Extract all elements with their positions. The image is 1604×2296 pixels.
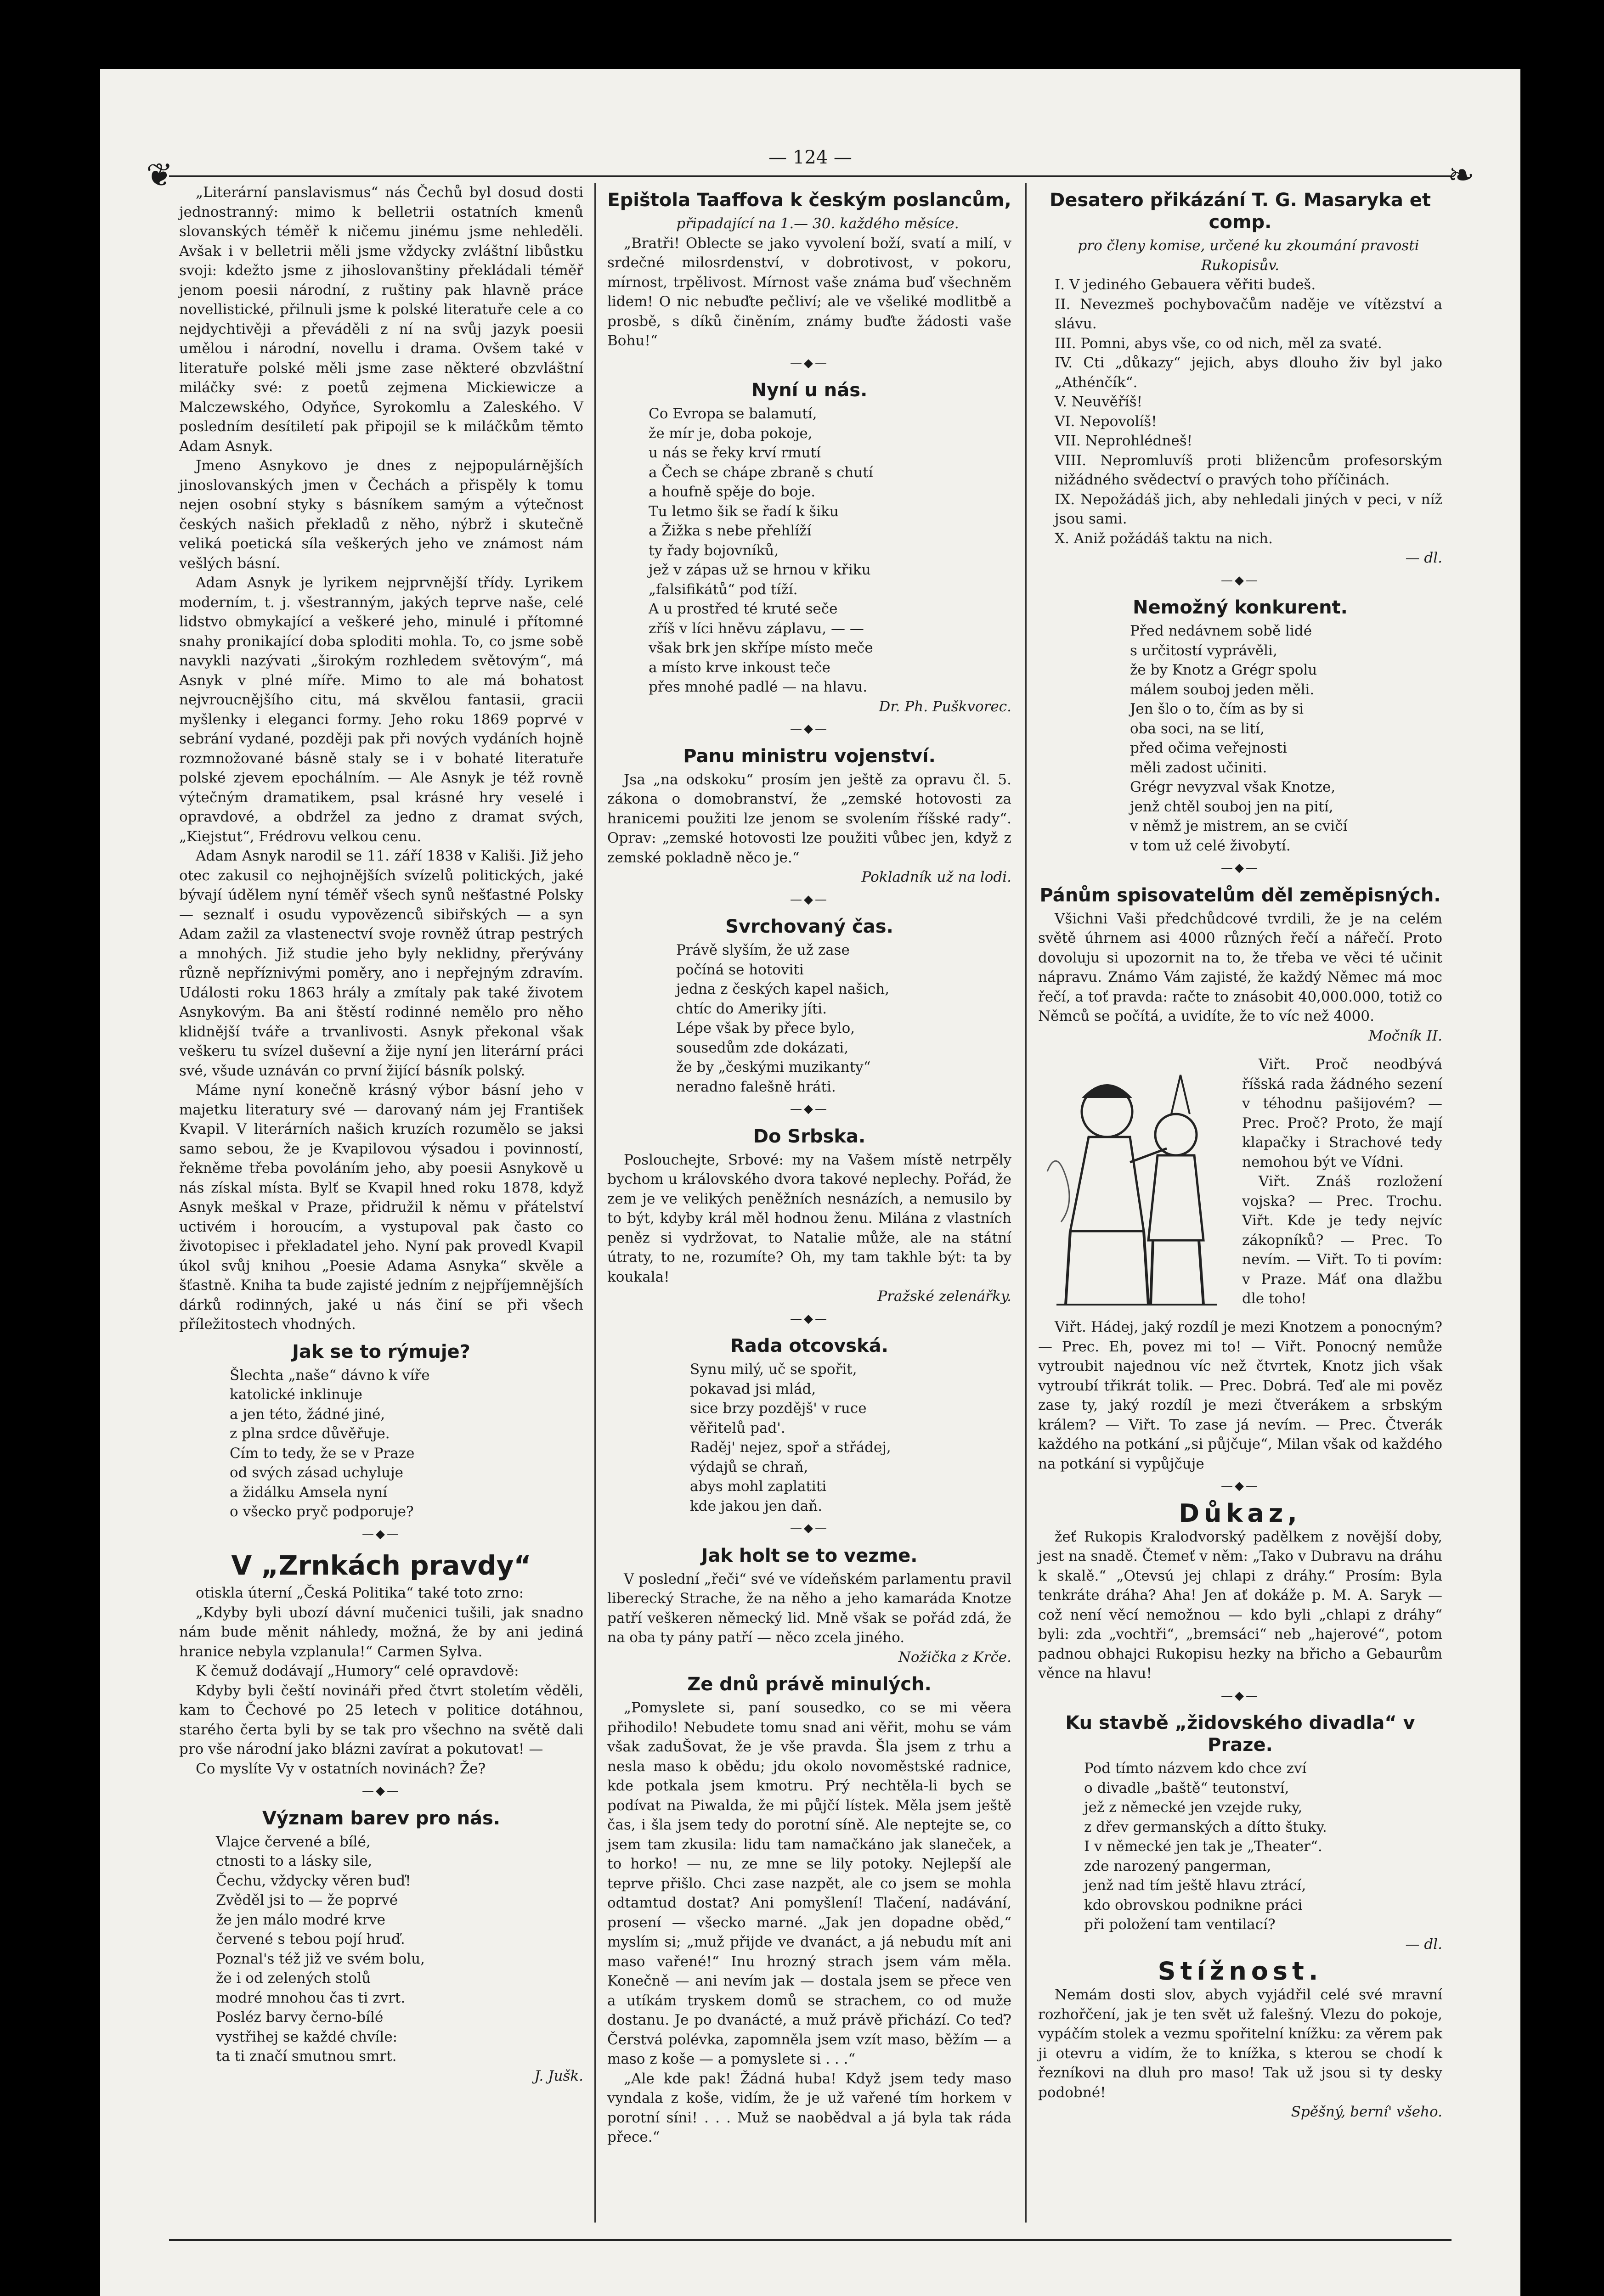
page-number: — 124 — — [768, 147, 852, 168]
column-2 — [607, 183, 1011, 2147]
section-title: Ze dnů právě minulých. — [687, 1674, 932, 1695]
article-paragraph: Máme nyní konečně krásný výbor básní jeho v majetku literatury své — darovaný nám jej František Kvapil. V literárních našich kruzích rozumělo se jaksi samo sebou, že je Kvapilovou výsadou i povinností, řekněme třeba povoláním jeho, aby poesii Asnykově u nás získal místa. Bylť se Kvapil hned roku 1878, když Asnyk meškal v Praze, přidružil k němu v přátelství uctivém i horoucím, a vystupoval pak často co životopisec i překladatel jeho. Nyní pak provedl Kvapil úkol svůj knihou „Poesie Adama Asnyka“ skvěle a šťastně. Kniha ta bude zajisté jedním z nejpříjemnějších dárků rodinných, jaké u nás činí se při všech příležitostech vhodných. — [179, 1082, 583, 1333]
divider-ornament-icon: —◆— — [790, 722, 829, 736]
poem: Šlechta „naše“ dávno k víře katolické inklinuje a jen této, žádné jiné, z plna srdce důvěřuje. Cím to tedy, že se v Praze od svých zásad uchyluje a židálku Amsela nyní o všecko pryč podporuje? — [230, 1367, 430, 1520]
article-paragraph: otiskla úterní „Česká Politika“ také toto zrno: — [196, 1585, 524, 1601]
signature: J. Jušk. — [534, 2067, 583, 2084]
divider-ornament-icon: —◆— — [1221, 861, 1259, 875]
list-item: IV. Cti „důkazy“ jejich, abys dlouho živ byl jako „Athénčík“. — [1055, 355, 1442, 391]
section-title: Epištola Taaffova k českým poslancům, — [607, 190, 1011, 211]
section-title: Jak se to rýmuje? — [292, 1341, 470, 1362]
section-title: Pánům spisovatelům děl zeměpisných. — [1039, 884, 1441, 906]
divider-ornament-icon: —◆— — [1221, 573, 1259, 587]
poem: Co Evropa se balamutí, že mír je, doba pokoje, u nás se řeky krví rmutí a Čech se chápe zbraně s chutí a houfně spěje do boje. Tu letmo šik se řadí k šiku a Žižka s nebe přehlíží ty řady bojovníků, jež v zápas už se hrnou v křiku „falsifikátů“ pod tíží. A u prostřed té kruté seče zříš v líci hněvu záplavu, — — však brk jen skřípe místo meče a místo krve inkoust teče přes mnohé padlé — na hlavu. — [649, 405, 873, 695]
list-item: V. Neuvěříš! — [1055, 394, 1143, 410]
section-title: Ku stavbě „židovského divadla“ v Praze. — [1065, 1712, 1415, 1756]
section-title: Význam barev pro nás. — [262, 1807, 501, 1829]
section-subtitle: připadající na 1.— 30. každého měsíce. — [676, 215, 959, 232]
poem: Pod tímto názvem kdo chce zví o divadle „baště“ teutonství, jež z německé jen vzejde ruky, z dřev germanských a dítto štuky. I v německé jen tak je „Theater“. zde narozený pangerman, jenž nad tím ještě hlavu ztrácí, kdo obrovskou podnikne práci při položení tam ventilací? — [1084, 1760, 1327, 1933]
divider-ornament-icon: —◆— — [362, 1527, 401, 1541]
article-paragraph: Viřt. Hádej, jaký rozdíl je mezi Knotzem a ponocným? — Prec. Eh, povez mi to! — Viřt. Ponocný nemůže vytroubit najednou víc než čtvrtek, Knotz jich však vytroubí třikrát tolik. — Prec. Dobrá. Teď ale mi pověz zase ty, jaký rozdíl je mezi čtverákem a srbským králem? — Viřt. To zase já nevím. — Prec. Čtverák každého na potkání „si půjčuje“, Milan však od každého na potkání si vypůjčuje — [1038, 1319, 1442, 1472]
corner-ornament-icon: ❧ — [1447, 156, 1474, 194]
section-subtitle: pro členy komise, určené ku zkoumání pravosti Rukopisův. — [1078, 237, 1419, 274]
section-title: Jak holt se to vezme. — [701, 1545, 918, 1566]
poem: Právě slyším, že už zase počíná se hotoviti jedna z českých kapel našich, chtíc do Ameriky jíti. Lépe však by přece bylo, sousedům zde dokázati, že by „českými muzikanty“ neradno falešně hráti. — [676, 942, 890, 1095]
signature: Dr. Ph. Puškvorec. — [879, 698, 1011, 715]
article-paragraph: V poslední „řeči“ své ve vídeňském parlamentu pravil liberecký Strache, že na něho a jeho kamaráda Knotze patří veškeren německý lid. Mně však se pořád zdá, že na oba ty pány patří — něco zcela jiného. — [607, 1570, 1011, 1646]
article-paragraph: žeť Rukopis Kralodvorský padělkem z novější doby, jest na snadě. Čtemeť v něm: „Tako v Dubravu na dráhu k skalě.“ „Otevsú jej chlapi z dráhy.“ Prosím: Byla tenkráte dráha? Aha! Jen ať dokáže p. M. A. Saryk — což není věcí nemožnou — kdo byli „chlapi z dráhy“ byli: zda „vochtři“, „bremsáci“ neb „hajerové“, potom padnou obhajci Rukopisu hezky na břicho a Gebaurům věnce na hlavu! — [1038, 1528, 1442, 1682]
signature: — dl. — [1405, 550, 1442, 566]
divider-ornament-icon: —◆— — [790, 892, 829, 906]
divider-ornament-icon: —◆— — [1221, 1688, 1259, 1703]
section-title: Desatero přikázání T. G. Masaryka et comp. — [1049, 190, 1431, 233]
article-paragraph: Adam Asnyk je lyrikem nejprvnější třídy. Lyrikem moderním, t. j. všestranným, jakých teprve naše, celé lidstvo obmykající a veškeré jeho, minulé i přítomné snahy pronikající doba sploditi mohla. To, co jsme sobě navykli nazývati „širokým rozhledem světovým“, má Asnyk v plné míře. Mimo to ale má bohatost nejvroucnějšího citu, má skvělou fantasii, gracii myšlenky i eleganci formy. Jeho roku 1869 poprvé v sebrání vydané, později pak při nových vydáních hojně rozmnožované básně staly se i v bohaté literatuře polské zjevem epochálním. — Ale Asnyk je též rovně výtečným dramatikem, psal krásné hry veselé i opravdové, a obdržel za jedno z dramat svých, „Kiejstut“, Frédrovu velkou cenu. — [179, 574, 583, 845]
section-title: Panu ministru vojenství. — [683, 745, 936, 767]
section-title: V „Zrnkách pravdy“ — [231, 1550, 531, 1581]
section-title: Nemožný konkurent. — [1133, 597, 1348, 618]
list-item: VIII. Nepromluvíš proti bližencům profesorským nižádného svědectví o pravých toho příčinách. — [1055, 452, 1442, 488]
corner-ornament-icon: ❦ — [146, 156, 173, 194]
list-item: VI. Nepovolíš! — [1055, 413, 1157, 430]
section-title: Rada otcovská. — [730, 1335, 888, 1356]
poem: Vlajce červené a bílé, ctnosti to a lásky sile, Čechu, vždycky věren buď! Zvěděl jsi to — že poprvé že jen málo modré krve červené s tebou pojí hruď. Poznal's též již ve svém bolu, že i od zelených stolů modré mnohou čas ti zvrt. Posléz barvy černo-bílé vystřihej se každé chvíle: ta ti značí smutnou smrt. — [216, 1833, 425, 2065]
list-item: III. Pomni, abys vše, co od nich, měl za svaté. — [1055, 335, 1382, 352]
article-paragraph: Kdyby byli čeští novináři před čtvrt stoletím věděli, kam to Čechové po 25 letech v politice dotáhnou, starého čerta byli by se tak pro všechno na světě dali pro vše národní jako blázni zavírat a pokutovat! — — [179, 1682, 583, 1757]
article-paragraph: Jmeno Asnykovo je dnes z nejpopulárnějších jinoslovanských jmen v Čechách a přispěly k tomu nejen osobní styky s básníkem samým a výtečnost českých našich překladů z něho, nýbrž i skutečně veliká poetická síla veškerých jeho ve známost nám vešlých básní. — [179, 457, 583, 572]
article-paragraph: Adam Asnyk narodil se 11. září 1838 v Kališi. Již jeho otec zakusil co nejhojnějších svízelů politických, jaké bývají údělem nyní téměř všech synů nešťastné Polsky — seznalť i osudu vypovězenců sibiřských — a syn Adam zažil za vlastenectví svoje rovněž útrap pestrých a mnohých. Již studie jeho byly neklidny, přerývány různě nepříznivými poměry, ano i nepřejným zdravím. Události roku 1863 hrály a zmítaly pak také životem Asnykovým. Ba ani štěstí rodinné nemělo pro něho klidnější tváře a trvanlivosti. Asnyk překonal však veškeru tu svízel duševní a žije nyní jen literární práci své, všude uznáván co první žijící básník polský. — [179, 848, 583, 1079]
signature: Nožička z Krče. — [898, 1649, 1011, 1666]
list-item: IX. Nepožádáš jich, aby nehledali jiných v peci, v níž jsou sami. — [1055, 491, 1442, 527]
list-item: VII. Neprohlédneš! — [1055, 433, 1193, 449]
signature: — dl. — [1405, 1936, 1442, 1953]
cartoon-section — [1038, 1055, 1442, 1474]
divider-ornament-icon: —◆— — [790, 1311, 829, 1326]
divider-ornament-icon: —◆— — [790, 356, 829, 370]
divider-ornament-icon: —◆— — [790, 1521, 829, 1535]
signature: Pražské zelenářky. — [877, 1288, 1011, 1305]
divider-ornament-icon: —◆— — [1221, 1479, 1259, 1493]
column-rule — [594, 183, 596, 2223]
section-title: Důkaz, — [1179, 1498, 1302, 1528]
list-item: X. Aniž požádáš taktu na nich. — [1055, 530, 1273, 547]
column-3 — [1038, 183, 1442, 2122]
header-rule — [169, 175, 1452, 177]
cartoon-illustration — [1038, 1057, 1231, 1314]
article-paragraph: „Ale kde pak! Žádná huba! Když jsem tedy maso vyndala z koše, vidím, že je už vařené tím horkem v porotní síni! . . . Muž se naobědval a já byla tak ráda přece.“ — [607, 2070, 1011, 2145]
newspaper-page — [100, 69, 1520, 2296]
divider-ornament-icon: —◆— — [790, 1102, 829, 1116]
article-paragraph: Viřt. Proč neodbývá říšská rada žádného sezení v téhodnu pašijovém? — Prec. Proč? Proto, že mají klapačky i Strachové tedy nemohou být ve Vídni. — [1242, 1056, 1442, 1171]
signature: Spěšný, berní' všeho. — [1291, 2104, 1442, 2120]
article-paragraph: Viřt. Znáš rozložení vojska? — Prec. Trochu. Viřt. Kde je tedy nejvíc zákopníků? — Prec. To nevím. — Viřt. To ti povím: v Praze. Máť ona dlažbu dle toho! — [1242, 1173, 1442, 1307]
list-item: I. V jediného Gebauera věřiti budeš. — [1055, 276, 1316, 293]
article-paragraph: „Kdyby byli ubozí dávní mučenici tušili, jak snadno nám bude měnit náhledy, možná, že by ani jediná hranice nebyla vzplanula!“ Carmen Sylva. — [179, 1604, 583, 1660]
article-paragraph: Co myslíte Vy v ostatních novinách? Že? — [196, 1760, 486, 1777]
article-paragraph: Nemám dosti slov, abych vyjádřil celé své mravní rozhořčení, jak je ten svět už falešný. Vlezu do pokoje, vypáčím stolek a vezmu spořitelní knížku: za věrem pak ji otevru a vidím, že to knížka, s kterou se chodí k řezníkovi na dluh pro maso! Tak už jsou si ty desky podobné! — [1038, 1986, 1442, 2101]
article-paragraph: „Literární panslavismus“ nás Čechů byl dosud dosti jednostranný: mimo k belletrii ostatních kmenů slovanských téměř k ničemu jinému jsme nehleděli. Avšak i v belletrii měli jsme vždycky zvláštní libůstku svoji: kdežto jsme z jihoslovanštiny překládali téměř jenom poesii národní, z ruštiny pak hlavně práce novellistické, přilnuli jsme k polské literatuře cele a co nejdychtivěji a převáděli z ní na svůj jazyk poesii umělou i národní, novellu i drama. Ovšem také v literatuře polské měli jsme zase některé obzvláštní miláčky své: z poetů zejmena Mickiewicze a Malczewského, Odyňce, Syrokomlu a Zaleského. V posledním desítiletí pak připojil se k miláčkům těmto Adam Asnyk. — [179, 184, 583, 455]
column-1 — [179, 183, 583, 2086]
poem: Synu milý, uč se spořit, pokavad jsi mlád, sice brzy pozdějš' v ruce věřitelů pad'. Raděj' nejez, spoř a střádej, výdajů se chraň, abys mohl zaplatiti kde jakou jen daň. — [690, 1361, 891, 1514]
article-paragraph: „Pomyslete si, paní sousedko, co se mi věera přihodilo! Nebudete tomu snad ani věřit, mohu se vám však zaduŠovat, že je vše pravda. Šla jsem z trhu a nesla maso k obědu; jdu okolo novoměstské radnice, kde potkala jsem kmotru. Prý nechtěla-li bych se podívat na Piwalda, že mi půjčí lístek. Měla jsem ještě čas, i šla jsem tedy do porotní síně. Ale neptejte se, co jsem tam zkusila: lidu tam namačkáno jak slaneček, a to horko! — nu, ze mne se lily potoky. Nejlepší ale teprve přišlo. Chci zase nazpět, ale co jsem se mohla odtamtud dostat? Ani pomyšlení! Tlačení, nadávání, prosení — všecko marné. „Jak jen dopadne oběd,“ myslím si; „muž přijde ve dvanáct, a já nebudu mít ani maso vařené!“ Inu hrozný strach jsem vám měla. Konečně — ani nevím jak — dostala jsem se přece ven a utíkám tryskem domů se strachem, co od muže dostanu. Je po dvanácté, a muž právě přichází. Co teď? Čerstvá polévka, zapomněla jsem vzít maso, běžím — a maso z koše — a pomyslete si . . .“ — [607, 1699, 1011, 2067]
article-paragraph: Poslouchejte, Srbové: my na Vašem místě netrpěly bychom u královského dvora takové neplechy. Pořád, že zem je ve velikých peněžních nesnázích, a nemusilo by to být, kdyby král měl hodnou ženu. Milána z vlastních peněz si vydržovat, to Natalie může, ale na státní útraty, to ne, rozumíte? Oh, my tam takhle být: ta by koukala! — [607, 1151, 1011, 1285]
signature: Pokladník už na lodi. — [861, 869, 1011, 885]
section-title: Stížnost. — [1158, 1957, 1323, 1986]
signature: Močník II. — [1368, 1027, 1442, 1044]
article-paragraph: Všichni Vaši předchůdcové tvrdili, že je na celém světě úhrnem asi 4000 různých řečí a nářečí. Proto dovoluju si upozornit na to, že třeba ve věci té učinit nápravu. Známo Vám zajisté, že každý Němec má moc řečí, a toť pravda: račte to znásobit 40,000.000, totiž co Němců se počítá, a uvidíte, že to víc než 4000. — [1038, 910, 1442, 1024]
column-rule — [1025, 183, 1027, 2223]
article-paragraph: K čemuž dodávají „Humory“ celé opravdově: — [196, 1663, 519, 1679]
article-paragraph: Jsa „na odskoku“ prosím jen ještě za opravu čl. 5. zákona o domobranství, že „zemské hotovosti za hranicemi použiti lze jenom se svolením říšské rady“. Oprav: „zemské hotovosti lze použiti vůbec jen, když z zemské pokladně něco je.“ — [607, 771, 1011, 866]
list-item: II. Nevezmeš pochybovačům naděje ve vítězství a slávu. — [1055, 296, 1442, 332]
section-title: Do Srbska. — [753, 1125, 866, 1147]
section-title: Svrchovaný čas. — [725, 916, 893, 937]
footer-rule — [169, 2239, 1452, 2241]
commandments-list — [1038, 275, 1442, 548]
section-title: Nyní u nás. — [751, 380, 868, 401]
article-paragraph: „Bratři! Oblecte se jako vyvolení boží, svatí a milí, v srdečné milosrdenství, v dobrotivost, v pokoru, mírnost, trpělivost. Mírnost vaše známa buď všechněm lidem! O nic nebuďte pečliví; ale ve všeliké modlitbě a prosbě, s díků činěním, známy buďte žádosti vaše Bohu!“ — [607, 235, 1011, 349]
divider-ornament-icon: —◆— — [362, 1784, 401, 1798]
poem: Před nedávnem sobě lidé s určitostí vyprávěli, že by Knotz a Grégr spolu málem souboj jeden měli. Jen šlo o to, čím as by si oba soci, na se lití, před očima veřejnosti měli zadost učiniti. Grégr nevyzval však Knotze, jenž chtěl souboj jen na pití, v němž je mistrem, an se cvičí v tom už celé živobytí. — [1130, 623, 1348, 854]
